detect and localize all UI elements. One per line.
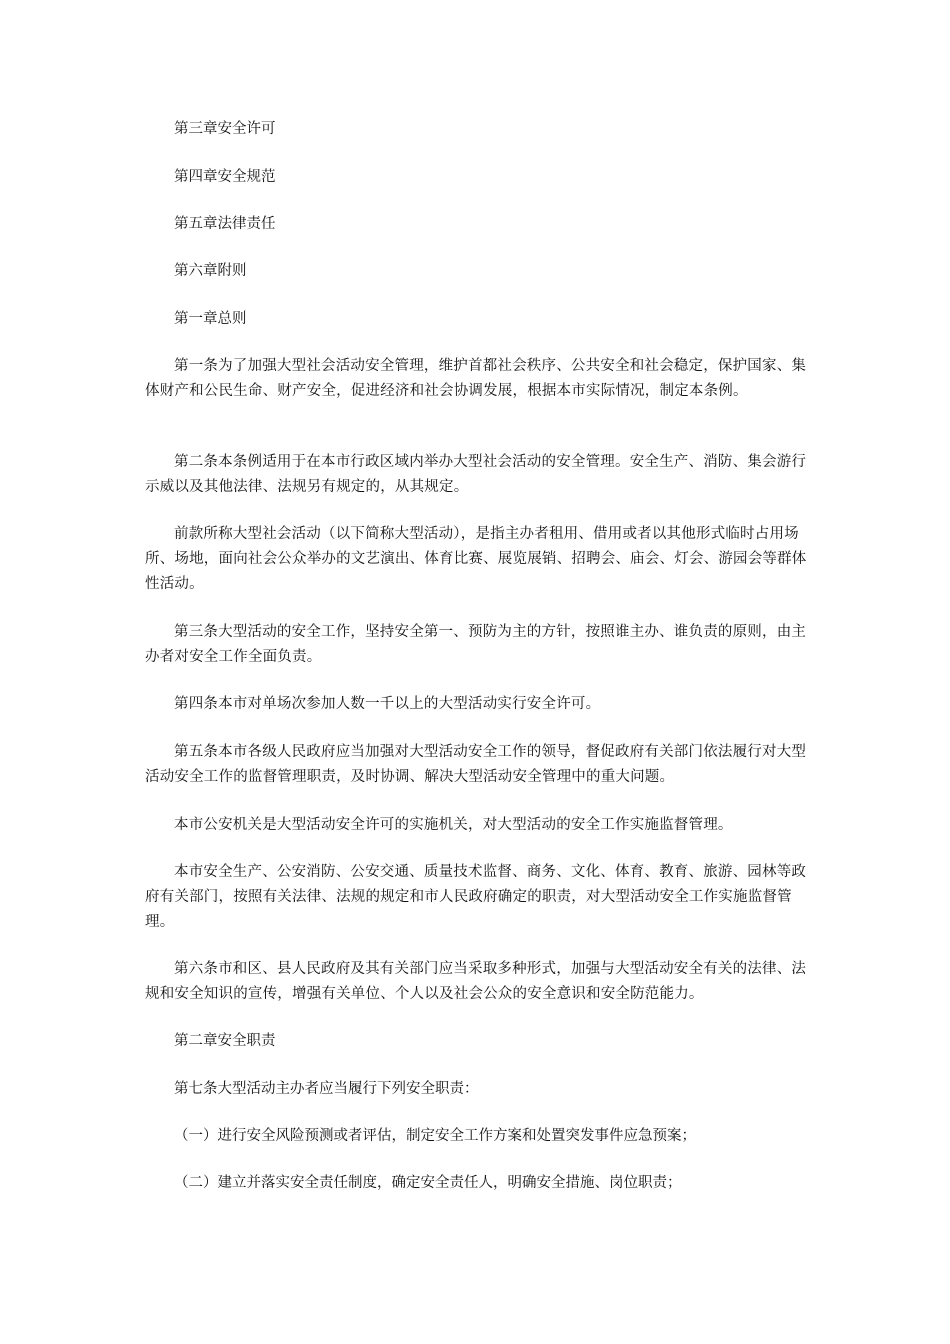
article-5-paragraph-2: 本市公安机关是大型活动安全许可的实施机关，对大型活动的安全工作实施监督管理。: [174, 817, 733, 833]
toc-chapter-5: 第五章法律责任: [174, 216, 276, 232]
toc-chapter-6: 第六章附则: [174, 263, 247, 279]
article-7: 第七条大型活动主办者应当履行下列安全职责：: [174, 1081, 479, 1097]
article-1: 第一条为了加强大型社会活动安全管理，维护首都社会秩序、公共安全和社会稳定，保护国家、集体财产和公民生命、财产安全，促进经济和社会协调发展，根据本市实际情况，制定本条例。: [145, 358, 807, 399]
toc-chapter-4: 第四章安全规范: [174, 169, 276, 185]
article-4: 第四条本市对单场次参加人数一千以上的大型活动实行安全许可。: [174, 696, 601, 712]
article-7-item-2: （二）建立并落实安全责任制度，确定安全责任人，明确安全措施、岗位职责；: [174, 1175, 682, 1191]
article-3: 第三条大型活动的安全工作，坚持安全第一、预防为主的方针，按照谁主办、谁负责的原则，由主办者对安全工作全面负责。: [145, 624, 807, 665]
chapter-2-title: 第二章安全职责: [174, 1033, 276, 1049]
toc-chapter-3: 第三章安全许可: [174, 121, 276, 137]
article-2-paragraph-2: 前款所称大型社会活动（以下简称大型活动），是指主办者租用、借用或者以其他形式临时占用场所、场地，面向社会公众举办的文艺演出、体育比赛、展览展销、招聘会、庙会、灯会、游园会等群体性活动。: [145, 526, 807, 592]
chapter-1-title: 第一章总则: [174, 311, 247, 327]
article-5-paragraph-3: 本市安全生产、公安消防、公安交通、质量技术监督、商务、文化、体育、教育、旅游、园林等政府有关部门，按照有关法律、法规的规定和市人民政府确定的职责，对大型活动安全工作实施监督管理。: [145, 864, 807, 930]
article-6: 第六条市和区、县人民政府及其有关部门应当采取多种形式，加强与大型活动安全有关的法律、法规和安全知识的宣传，增强有关单位、个人以及社会公众的安全意识和安全防范能力。: [145, 961, 807, 1002]
article-2: 第二条本条例适用于在本市行政区域内举办大型社会活动的安全管理。安全生产、消防、集会游行示威以及其他法律、法规另有规定的，从其规定。: [145, 454, 807, 495]
article-7-item-1: （一）进行安全风险预测或者评估，制定安全工作方案和处置突发事件应急预案；: [174, 1128, 696, 1144]
article-5: 第五条本市各级人民政府应当加强对大型活动安全工作的领导，督促政府有关部门依法履行对大型活动安全工作的监督管理职责，及时协调、解决大型活动安全管理中的重大问题。: [145, 744, 807, 785]
